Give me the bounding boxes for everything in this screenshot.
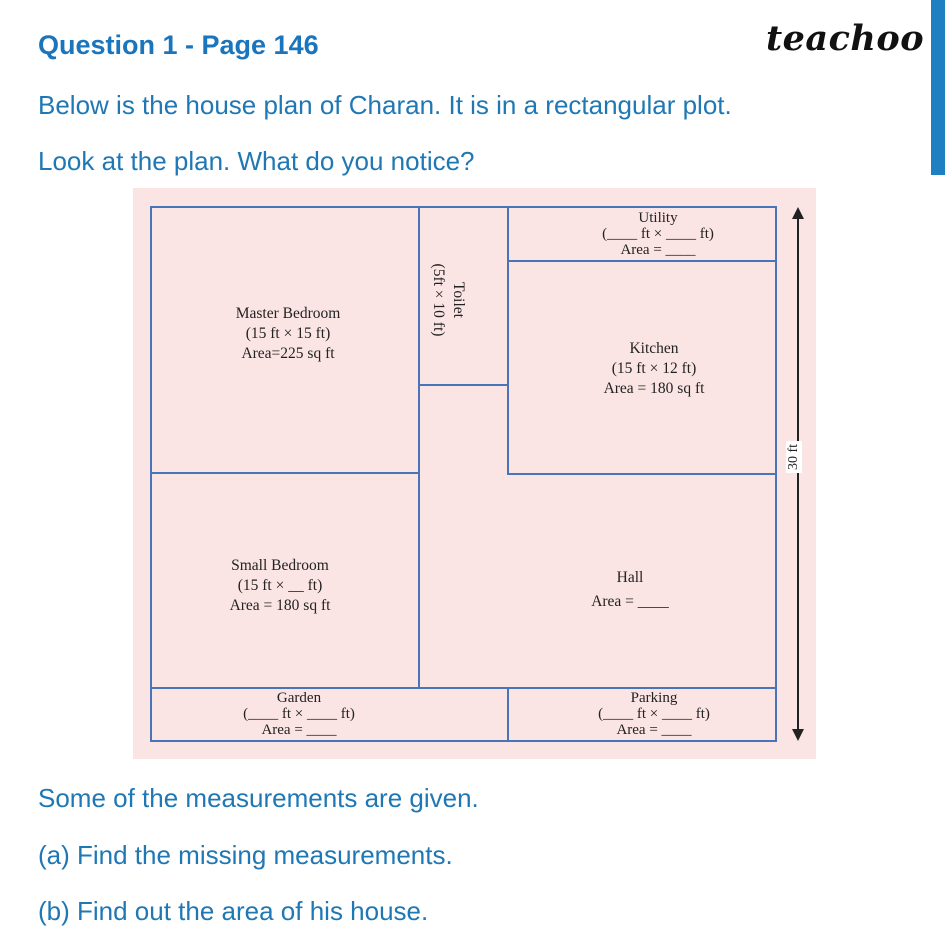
toilet-name: Toilet: [450, 282, 467, 318]
question-a: (a) Find the missing measurements.: [38, 840, 453, 870]
page-title: Question 1 - Page 146: [38, 30, 319, 60]
parking-name: Parking: [630, 690, 678, 706]
garden-area: Area = ____: [261, 722, 337, 738]
garden-dims: (____ ft × ____ ft): [243, 706, 355, 722]
parking-label: [554, 690, 754, 738]
teachoo-logo[interactable]: teachoo: [766, 18, 925, 59]
height-dimension-line: [797, 212, 799, 735]
utility-dims: (____ ft × ____ ft): [602, 226, 714, 242]
garden-name: Garden: [276, 690, 322, 706]
garden-label: [199, 690, 399, 738]
parking-area: Area = ____: [616, 722, 692, 738]
master-bedroom-dims: (15 ft × 15 ft): [245, 325, 331, 342]
parking-dims: (____ ft × ____ ft): [598, 706, 710, 722]
small-bedroom-area: Area = 180 sq ft: [229, 597, 331, 614]
small-bedroom-name: Small Bedroom: [231, 557, 329, 574]
arrow-down-icon: [792, 729, 804, 741]
master-bedroom-name: Master Bedroom: [235, 305, 341, 322]
kitchen-name: Kitchen: [629, 340, 679, 357]
scroll-indicator[interactable]: [931, 0, 945, 175]
master-bedroom-area: Area=225 sq ft: [241, 345, 335, 362]
arrow-up-icon: [792, 207, 804, 219]
toilet-label: [428, 250, 468, 350]
master-bedroom-label: [188, 304, 388, 364]
hall-area: Area = ____: [591, 593, 669, 610]
kitchen-area: Area = 180 sq ft: [603, 380, 705, 397]
small-bedroom-dims: (15 ft × __ ft): [237, 577, 323, 594]
hall-label: [530, 566, 730, 614]
utility-label: [558, 210, 758, 258]
utility-area: Area = ____: [620, 242, 696, 258]
utility-name: Utility: [638, 210, 678, 226]
toilet-dims: (5ft × 10 ft): [430, 263, 447, 337]
footer-line-1: Some of the measurements are given.: [38, 783, 479, 813]
question-b: (b) Find out the area of his house.: [38, 896, 429, 926]
room-hall: [418, 384, 777, 689]
intro-line-2: Look at the plan. What do you notice?: [38, 146, 475, 176]
kitchen-label: [554, 339, 754, 399]
height-dimension-label: 30 ft: [786, 441, 802, 473]
kitchen-dims: (15 ft × 12 ft): [611, 360, 697, 377]
small-bedroom-label: [180, 556, 380, 616]
intro-line-1: Below is the house plan of Charan. It is in a rectangular plot.: [38, 90, 732, 120]
hall-name: Hall: [616, 569, 644, 586]
